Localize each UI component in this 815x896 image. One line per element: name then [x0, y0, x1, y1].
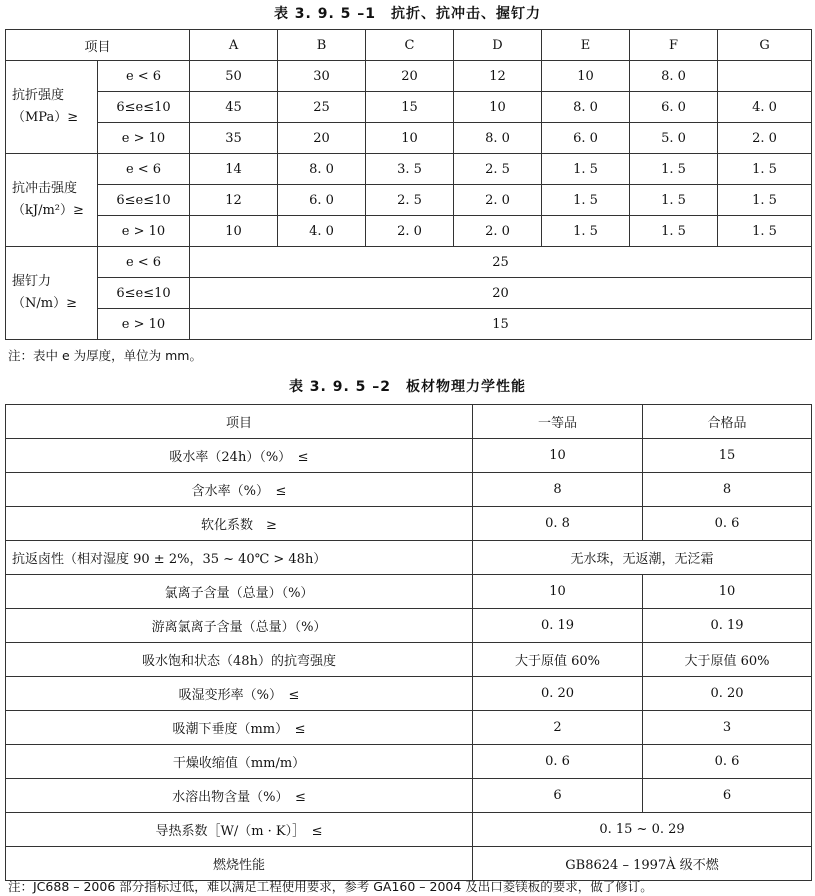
header-cell: C — [366, 30, 454, 61]
table-header-row — [6, 405, 812, 439]
thickness-condition: 6≤e≤10 — [98, 278, 190, 309]
property-name: 吸水率（24h）（%） ≤ — [6, 439, 473, 473]
value-cell: 1. 5 — [718, 185, 812, 216]
first-grade-value: 10 — [473, 575, 643, 609]
table-header-row — [6, 30, 812, 61]
first-grade-value: 0. 20 — [473, 677, 643, 711]
table1-title: 表 3. 9. 5 –1 抗折、抗冲击、握钉力 — [273, 6, 542, 22]
property-name: 吸湿变形率（%） ≤ — [6, 677, 473, 711]
value-cell: 1. 5 — [542, 154, 630, 185]
first-grade-value: 2 — [473, 711, 643, 745]
value-cell: 10 — [454, 92, 542, 123]
first-grade-value: 10 — [473, 439, 643, 473]
thickness-condition: e < 6 — [98, 154, 190, 185]
thickness-condition: e > 10 — [98, 216, 190, 247]
property-name: 导热系数［W/（m · K）］ ≤ — [6, 813, 473, 847]
value-cell: 10 — [542, 61, 630, 92]
table-row — [6, 711, 812, 745]
header-cell-item: 项目 — [6, 405, 473, 439]
first-grade-value: 8 — [473, 473, 643, 507]
table-row — [6, 473, 812, 507]
value-cell: 8. 0 — [542, 92, 630, 123]
thickness-condition: e < 6 — [98, 61, 190, 92]
strength-table — [5, 29, 812, 340]
qualified-value: 0. 20 — [643, 677, 812, 711]
table-row — [6, 745, 812, 779]
thickness-condition: 6≤e≤10 — [98, 92, 190, 123]
merged-value-cell: 25 — [190, 247, 812, 278]
first-grade-value: 6 — [473, 779, 643, 813]
value-cell: 2. 0 — [718, 123, 812, 154]
value-cell: 20 — [278, 123, 366, 154]
header-cell: F — [630, 30, 718, 61]
table-row — [6, 123, 812, 154]
value-cell: 2. 5 — [454, 154, 542, 185]
qualified-value: 10 — [643, 575, 812, 609]
header-cell-qualified: 合格品 — [643, 405, 812, 439]
value-cell: 30 — [278, 61, 366, 92]
header-cell: G — [718, 30, 812, 61]
table-row — [6, 507, 812, 541]
value-cell — [718, 61, 812, 92]
value-cell: 20 — [366, 61, 454, 92]
group-label — [6, 247, 98, 340]
thickness-condition: e > 10 — [98, 123, 190, 154]
group-label-unit: （kJ/m²）≥ — [12, 203, 84, 218]
qualified-value: 3 — [643, 711, 812, 745]
value-cell: 6. 0 — [278, 185, 366, 216]
value-cell: 45 — [190, 92, 278, 123]
table-row — [6, 779, 812, 813]
first-grade-value: 0. 19 — [473, 609, 643, 643]
first-grade-value: 0. 8 — [473, 507, 643, 541]
table-row — [6, 216, 812, 247]
header-cell: B — [278, 30, 366, 61]
thickness-condition: e < 6 — [98, 247, 190, 278]
property-name: 软化系数 ≥ — [6, 507, 473, 541]
qualified-value: 0. 6 — [643, 745, 812, 779]
value-cell: 10 — [190, 216, 278, 247]
value-cell: 15 — [366, 92, 454, 123]
table-row — [6, 677, 812, 711]
group-label-line: 抗冲击强度 — [12, 181, 78, 196]
value-cell: 5. 0 — [630, 123, 718, 154]
value-cell: 50 — [190, 61, 278, 92]
group-label-line: 握钉力 — [12, 274, 52, 289]
value-cell: 4. 0 — [718, 92, 812, 123]
value-cell: 1. 5 — [542, 185, 630, 216]
value-cell: 1. 5 — [718, 154, 812, 185]
table-row — [6, 278, 812, 309]
table-row — [6, 847, 812, 881]
value-cell: 8. 0 — [630, 61, 718, 92]
value-cell: 12 — [454, 61, 542, 92]
table-row — [6, 309, 812, 340]
property-name: 水溶出物含量（%） ≤ — [6, 779, 473, 813]
property-name: 游离氯离子含量（总量）（%） — [6, 609, 473, 643]
table-row — [6, 541, 812, 575]
value-cell: 8. 0 — [278, 154, 366, 185]
table-row — [6, 575, 812, 609]
qualified-value: 0. 19 — [643, 609, 812, 643]
value-cell: 2. 0 — [454, 185, 542, 216]
table-row — [6, 439, 812, 473]
property-name: 干燥收缩值（mm/m） — [6, 745, 473, 779]
group-label-unit: （N/m）≥ — [12, 296, 77, 311]
value-cell: 4. 0 — [278, 216, 366, 247]
value-cell: 1. 5 — [718, 216, 812, 247]
header-cell-first-grade: 一等品 — [473, 405, 643, 439]
property-name: 氯离子含量（总量）（%） — [6, 575, 473, 609]
qualified-value: 6 — [643, 779, 812, 813]
thickness-condition: 6≤e≤10 — [98, 185, 190, 216]
first-grade-value: 大于原值 60% — [473, 643, 643, 677]
group-label-line: 抗折强度 — [12, 88, 65, 103]
value-cell: 2. 5 — [366, 185, 454, 216]
group-label — [6, 61, 98, 154]
value-cell: 3. 5 — [366, 154, 454, 185]
qualified-value: 15 — [643, 439, 812, 473]
table-row — [6, 92, 812, 123]
property-name: 吸水饱和状态（48h）的抗弯强度 — [6, 643, 473, 677]
header-cell: E — [542, 30, 630, 61]
value-cell: 14 — [190, 154, 278, 185]
qualified-value: 8 — [643, 473, 812, 507]
merged-value-cell: 0. 15 ~ 0. 29 — [473, 813, 812, 847]
value-cell: 1. 5 — [630, 216, 718, 247]
merged-value-cell: 15 — [190, 309, 812, 340]
qualified-value: 大于原值 60% — [643, 643, 812, 677]
value-cell: 6. 0 — [630, 92, 718, 123]
table-row — [6, 61, 812, 92]
table-row — [6, 813, 812, 847]
value-cell: 25 — [278, 92, 366, 123]
group-label — [6, 154, 98, 247]
table-row — [6, 247, 812, 278]
group-label-unit: （MPa）≥ — [12, 110, 79, 125]
merged-value-cell: GB8624 – 1997À 级不燃 — [473, 847, 812, 881]
merged-value-cell: 无水珠，无返潮，无泛霜 — [473, 541, 812, 575]
value-cell: 2. 0 — [366, 216, 454, 247]
value-cell: 8. 0 — [454, 123, 542, 154]
table-row — [6, 643, 812, 677]
value-cell: 1. 5 — [630, 154, 718, 185]
table-row — [6, 185, 812, 216]
value-cell: 12 — [190, 185, 278, 216]
table2-note: 注：JC688 – 2006 部分指标过低，难以满足工程使用要求，参考 GA160 – 2004 及出口菱镁板的要求，做了修订。 — [8, 879, 653, 894]
property-name: 抗返卤性（相对湿度 90 ± 2%，35 ~ 40℃ > 48h） — [6, 541, 473, 575]
value-cell: 1. 5 — [542, 216, 630, 247]
value-cell: 2. 0 — [454, 216, 542, 247]
value-cell: 10 — [366, 123, 454, 154]
value-cell: 35 — [190, 123, 278, 154]
value-cell: 1. 5 — [630, 185, 718, 216]
thickness-condition: e > 10 — [98, 309, 190, 340]
table-row — [6, 609, 812, 643]
header-cell: D — [454, 30, 542, 61]
merged-value-cell: 20 — [190, 278, 812, 309]
table2-title: 表 3. 9. 5 –2 板材物理力学性能 — [288, 379, 527, 395]
table-row — [6, 154, 812, 185]
value-cell: 6. 0 — [542, 123, 630, 154]
properties-table — [5, 404, 812, 881]
qualified-value: 0. 6 — [643, 507, 812, 541]
property-name: 燃烧性能 — [6, 847, 473, 881]
header-cell: A — [190, 30, 278, 61]
header-cell-item: 项目 — [6, 30, 190, 61]
first-grade-value: 0. 6 — [473, 745, 643, 779]
property-name: 含水率（%） ≤ — [6, 473, 473, 507]
table1-note: 注：表中 e 为厚度，单位为 mm。 — [8, 348, 202, 363]
property-name: 吸潮下垂度（mm） ≤ — [6, 711, 473, 745]
